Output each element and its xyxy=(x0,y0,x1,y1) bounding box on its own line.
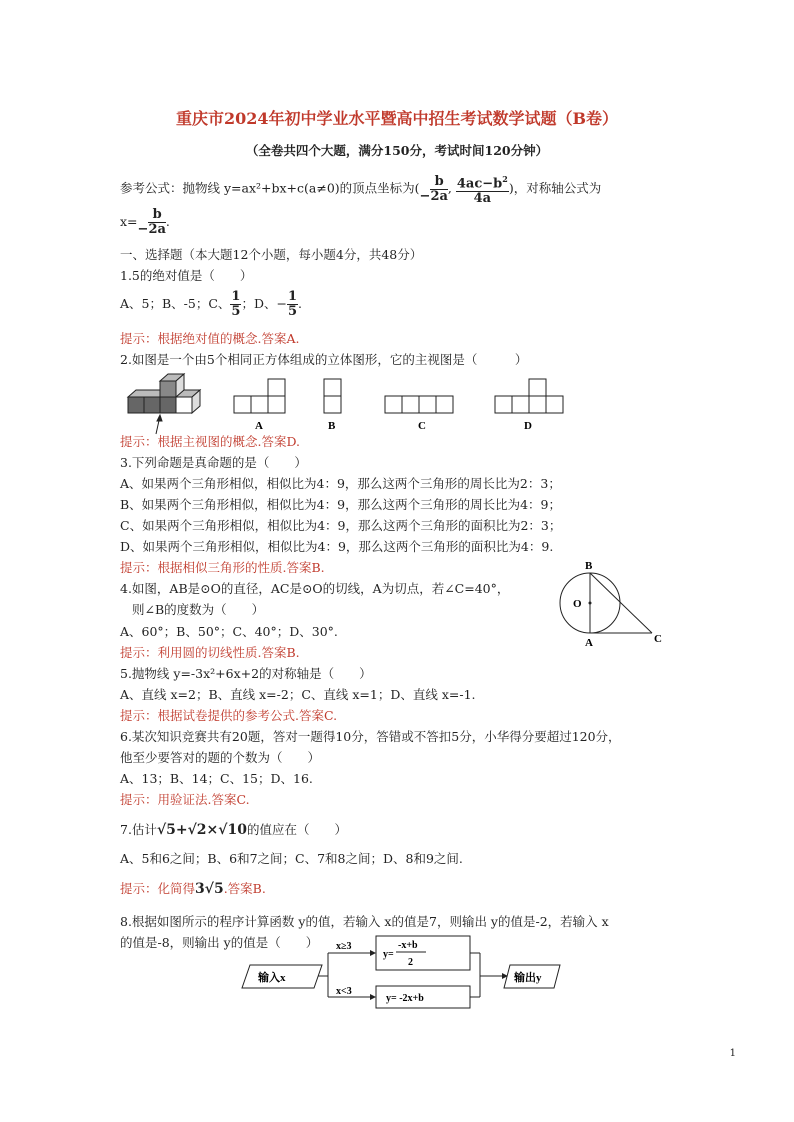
input-label: 输入x xyxy=(258,972,286,984)
q3-option-c: C、如果两个三角形相似，相似比为4：9，那么这两个三角形的面积比为2：3； xyxy=(120,518,562,533)
q1-stem: 1.5的绝对值是（ ） xyxy=(120,268,253,283)
q7-hint: 提示：化简得3√5.答案B. xyxy=(120,881,266,897)
option-d-figure xyxy=(495,379,563,413)
point-b-label: B xyxy=(585,560,593,572)
page-number: 1 xyxy=(729,1048,736,1059)
label-b: B xyxy=(328,420,336,432)
q4-options: A、60°；B、50°；C、40°；D、30°. xyxy=(120,624,338,639)
q5-hint: 提示：根据试卷提供的参考公式.答案C. xyxy=(120,708,338,723)
q2-figures xyxy=(120,372,580,436)
q7-options: A、5和6之间；B、6和7之间；C、7和8之间；D、8和9之间. xyxy=(120,851,463,866)
cube-solid-figure xyxy=(128,374,200,434)
q6-options: A、13；B、14；C、15；D、16. xyxy=(120,771,313,786)
q4-stem-2: 则∠B的度数为（ ） xyxy=(132,602,265,617)
q6-hint: 提示：用验证法.答案C. xyxy=(120,792,250,807)
q3-option-b: B、如果两个三角形相似，相似比为4：9，那么这两个三角形的周长比为4：9； xyxy=(120,497,561,512)
q1-options: A、5；B、-5；C、 $\frac{1}{5}$ ；D、− $\frac{1}{5}$ . xyxy=(120,289,302,319)
page-title: 重庆市2024年初中学业水平暨高中招生考试数学试题（B卷） xyxy=(175,109,619,128)
q4-stem-1: 4.如图，AB是⊙O的直径，AC是⊙O的切线，A为切点，若∠C=40°， xyxy=(120,581,510,596)
vertex-y-fraction: $\frac{4ac-b^2}{4a}$ xyxy=(456,174,508,207)
section-heading: 一、选择题（本大题12个小题，每小题4分，共48分） xyxy=(120,247,423,262)
label-d: D xyxy=(524,420,532,432)
q6-stem-1: 6.某次知识竞赛共有20题，答对一题得10分，答错或不答扣5分，小华得分要超过120分， xyxy=(120,729,621,744)
output-label: 输出y xyxy=(514,972,542,984)
vertex-x-fraction: − $\frac{b}{2a}$ xyxy=(419,173,448,204)
condition-top: x≥3 xyxy=(336,941,352,952)
q2-stem: 2.如图是一个由5个相同正方体组成的立体图形，它的主视图是（ ） xyxy=(120,352,528,367)
point-o-label: O xyxy=(573,598,582,610)
q3-option-a: A、如果两个三角形相似，相似比为4：9，那么这两个三角形的周长比为2：3； xyxy=(120,476,561,491)
point-c-label: C xyxy=(654,633,662,645)
option-c-figure xyxy=(385,396,453,413)
reference-formula: 参考公式：抛物线 y=ax²+bx+c(a≠0)的顶点坐标为(− $\frac{b}{2a}$ , $\frac{4ac-b^2}{4a}$ )，对称轴公式为 xyxy=(120,173,602,207)
q2-hint: 提示：根据主视图的概念.答案D. xyxy=(120,434,301,449)
axis-formula: x=− $\frac{b}{2a}$ . xyxy=(120,207,170,237)
q3-stem: 3.下列命题是真命题的是（ ） xyxy=(120,455,307,470)
svg-text:2: 2 xyxy=(408,957,413,968)
label-c: C xyxy=(418,420,426,432)
q4-circle-figure xyxy=(556,558,670,650)
q1-hint: 提示：根据绝对值的概念.答案A. xyxy=(120,331,300,346)
q8-stem-1: 8.根据如图所示的程序计算函数 y的值，若输入 x的值是7，则输出 y的值是-2，若输入 x xyxy=(120,914,609,929)
q3-option-d: D、如果两个三角形相似，相似比为4：9，那么这两个三角形的面积比为4：9. xyxy=(120,539,554,554)
svg-text:y=: y= xyxy=(383,949,394,960)
svg-text:-x+b: -x+b xyxy=(398,940,418,951)
svg-text:y= -2x+b: y= -2x+b xyxy=(386,993,424,1004)
point-a-label: A xyxy=(585,637,593,649)
option-b-figure xyxy=(324,379,341,413)
q8-flowchart xyxy=(240,930,570,1010)
q5-options: A、直线 x=2；B、直线 x=-2；C、直线 x=1；D、直线 x=-1. xyxy=(120,687,476,702)
q7-expression: √5+√2×√10 xyxy=(156,822,247,838)
q7-stem: 7.估计√5+√2×√10的值应在（ ） xyxy=(120,822,347,838)
q7-hint-expression: 3√5 xyxy=(195,881,224,897)
q8-stem-2: 的值是-8，则输出 y的值是（ ） xyxy=(120,935,319,950)
option-a-figure xyxy=(234,379,285,413)
page-subtitle: （全卷共四个大题，满分150分，考试时间120分钟） xyxy=(245,143,549,158)
condition-bottom: x<3 xyxy=(336,986,352,997)
q6-stem-2: 他至少要答对的题的个数为（ ） xyxy=(120,750,321,765)
label-a: A xyxy=(255,420,263,432)
q3-hint: 提示：根据相似三角形的性质.答案B. xyxy=(120,560,325,575)
q5-stem: 5.抛物线 y=-3x²+6x+2的对称轴是（ ） xyxy=(120,666,372,681)
q4-hint: 提示：利用圆的切线性质.答案B. xyxy=(120,645,300,660)
